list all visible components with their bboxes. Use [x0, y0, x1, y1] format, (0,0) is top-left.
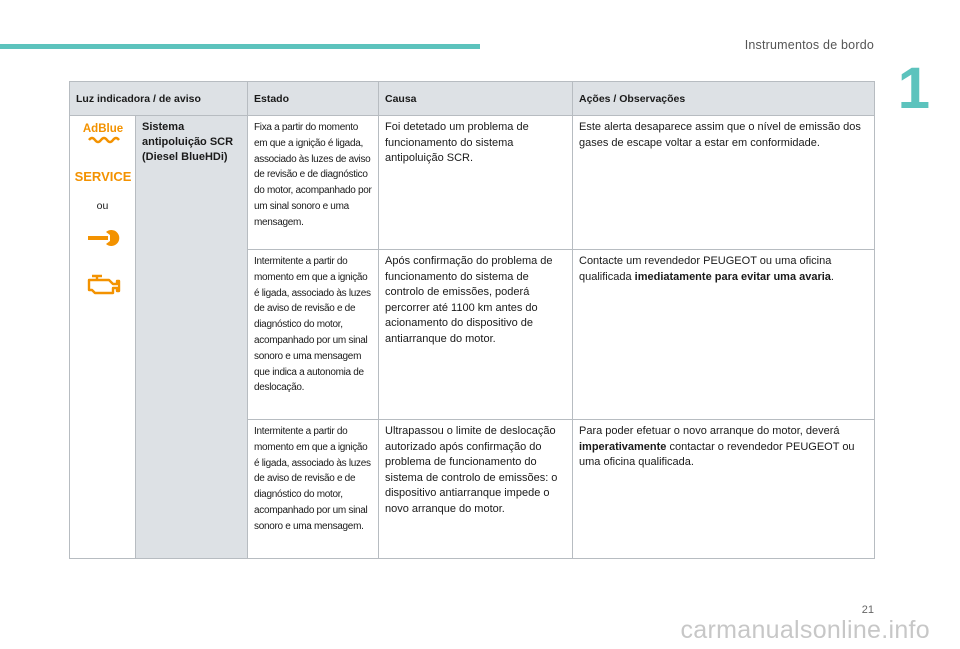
- wrench-icon: [84, 228, 122, 248]
- cause-cell: Ultrapassou o limite de deslocação autorizado após confirmação do problema de funcionamento do sistema de controlo de emissões: o dispositivo antiarranque impede o novo arranque do motor.: [379, 420, 573, 559]
- warning-lights-table: [69, 81, 875, 559]
- cause-cell: Foi detetado um problema de funcionamento do sistema antipoluição SCR.: [379, 116, 573, 250]
- or-text: ou: [96, 200, 109, 212]
- action-text-end: .: [830, 270, 834, 283]
- chapter-number: 1: [897, 56, 930, 121]
- watermark: carmanualsonline.info: [680, 616, 930, 644]
- page-number: 21: [861, 604, 874, 616]
- engine-icon: [85, 270, 121, 296]
- action-text: Contacte um revendedor PEUGEOT ou uma oficina qualificada: [579, 255, 832, 283]
- service-text: SERVICE: [74, 169, 131, 184]
- action-emphasis: imediatamente para evitar uma avaria: [634, 270, 831, 283]
- warning-icons-cell: [70, 116, 136, 559]
- column-header-state: Estado: [248, 82, 379, 116]
- service-icon: [74, 166, 131, 188]
- action-cell: [573, 250, 875, 420]
- cause-cell: Após confirmação do problema de funcionamento do sistema de controlo de emissões, poderá percorrer até 1100 km antes do acionamento do dispositivo de antiarranque do motor.: [379, 250, 573, 420]
- action-text: Para poder efetuar o novo arranque do motor, deverá: [579, 425, 840, 437]
- action-cell: Este alerta desaparece assim que o nível de emissão dos gases de escape voltar a estar em conformidade.: [573, 116, 875, 250]
- system-label: Sistema antipoluição SCR (Diesel BlueHDi): [136, 116, 248, 559]
- state-cell: Fixa a partir do momento em que a ignição é ligada, associado às luzes de aviso de revisão e de diagnóstico do motor, acompanhado por um sinal sonoro e uma mensagem.: [248, 116, 379, 250]
- state-cell: Intermitente a partir do momento em que a ignição é ligada, associado às luzes de aviso de revisão e de diagnóstico do motor, acompanhado por um sinal sonoro e uma mensagem.: [248, 420, 379, 559]
- state-cell: Intermitente a partir do momento em que a ignição é ligada, associado às luzes de aviso de revisão e de diagnóstico do motor, acompanhado por um sinal sonoro e uma mensagem que indica a autonomia de deslocação.: [248, 250, 379, 420]
- action-emphasis: imperativamente: [579, 440, 667, 453]
- action-text-end: contactar o revendedor PEUGEOT ou uma oficina qualificada.: [579, 440, 855, 469]
- table-row: [70, 116, 875, 250]
- adblue-icon: [80, 120, 126, 148]
- column-header-actions: Ações / Observações: [573, 82, 875, 116]
- column-header-cause: Causa: [379, 82, 573, 116]
- table-header-row: [70, 82, 875, 116]
- header-accent-bar: [0, 44, 480, 49]
- action-cell: [573, 420, 875, 559]
- column-header-warning-light: Luz indicadora / de aviso: [70, 82, 248, 116]
- adblue-text: AdBlue: [82, 123, 123, 135]
- section-title: Instrumentos de bordo: [744, 38, 874, 52]
